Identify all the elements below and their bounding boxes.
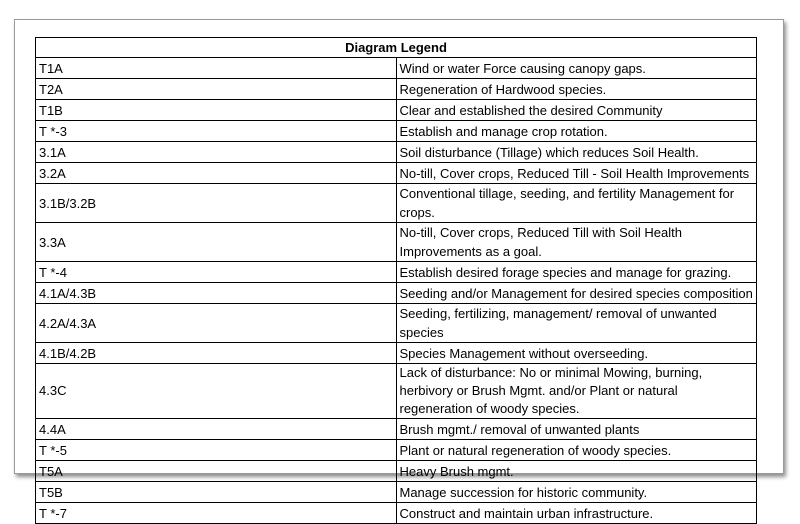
legend-description: Brush mgmt./ removal of unwanted plants xyxy=(396,419,757,440)
legend-row xyxy=(36,79,757,100)
legend-description: Species Management without overseeding. xyxy=(396,343,757,364)
legend-description: Manage succession for historic community. xyxy=(396,482,757,503)
legend-row xyxy=(36,419,757,440)
legend-row xyxy=(36,304,757,343)
legend-row xyxy=(36,100,757,121)
legend-code: T5B xyxy=(36,482,397,503)
legend-code: 3.3A xyxy=(36,223,397,262)
legend-row xyxy=(36,184,757,223)
legend-row xyxy=(36,121,757,142)
legend-code: T *-7 xyxy=(36,503,397,524)
legend-row xyxy=(36,440,757,461)
legend-row xyxy=(36,343,757,364)
legend-code: 3.1A xyxy=(36,142,397,163)
legend-description: Seeding, fertilizing, management/ removal of unwanted species xyxy=(396,304,757,343)
legend-title: Diagram Legend xyxy=(36,38,757,58)
legend-description: Construct and maintain urban infrastructure. xyxy=(396,503,757,524)
legend-description: Establish desired forage species and manage for grazing. xyxy=(396,262,757,283)
legend-row xyxy=(36,223,757,262)
legend-description: No-till, Cover crops, Reduced Till with Soil Health Improvements as a goal. xyxy=(396,223,757,262)
legend-code: T1B xyxy=(36,100,397,121)
legend-description: Clear and established the desired Community xyxy=(396,100,757,121)
legend-row xyxy=(36,283,757,304)
legend-row xyxy=(36,482,757,503)
legend-description: No-till, Cover crops, Reduced Till - Soil Health Improvements xyxy=(396,163,757,184)
legend-code: 4.1A/4.3B xyxy=(36,283,397,304)
legend-row xyxy=(36,503,757,524)
legend-code: T5A xyxy=(36,461,397,482)
legend-code: T1A xyxy=(36,58,397,79)
legend-code: T *-5 xyxy=(36,440,397,461)
legend-code: 4.4A xyxy=(36,419,397,440)
legend-row xyxy=(36,58,757,79)
legend-code: 4.1B/4.2B xyxy=(36,343,397,364)
legend-description: Regeneration of Hardwood species. xyxy=(396,79,757,100)
diagram-legend-table xyxy=(35,37,757,524)
legend-description: Seeding and/or Management for desired species composition xyxy=(396,283,757,304)
legend-row xyxy=(36,461,757,482)
legend-row xyxy=(36,163,757,184)
legend-code: T *-3 xyxy=(36,121,397,142)
legend-description: Conventional tillage, seeding, and fertility Management for crops. xyxy=(396,184,757,223)
legend-code: 4.3C xyxy=(36,364,397,419)
legend-code: 3.1B/3.2B xyxy=(36,184,397,223)
legend-description: Soil disturbance (Tillage) which reduces Soil Health. xyxy=(396,142,757,163)
legend-description: Plant or natural regeneration of woody species. xyxy=(396,440,757,461)
legend-row xyxy=(36,142,757,163)
legend-code: 4.2A/4.3A xyxy=(36,304,397,343)
legend-description: Lack of disturbance: No or minimal Mowing, burning, herbivory or Brush Mgmt. and/or Plant or natural regeneration of woody species. xyxy=(396,364,757,419)
legend-row xyxy=(36,262,757,283)
legend-code: 3.2A xyxy=(36,163,397,184)
legend-code: T2A xyxy=(36,79,397,100)
legend-code: T *-4 xyxy=(36,262,397,283)
legend-description: Establish and manage crop rotation. xyxy=(396,121,757,142)
legend-description: Heavy Brush mgmt. xyxy=(396,461,757,482)
legend-description: Wind or water Force causing canopy gaps. xyxy=(396,58,757,79)
legend-row xyxy=(36,364,757,419)
